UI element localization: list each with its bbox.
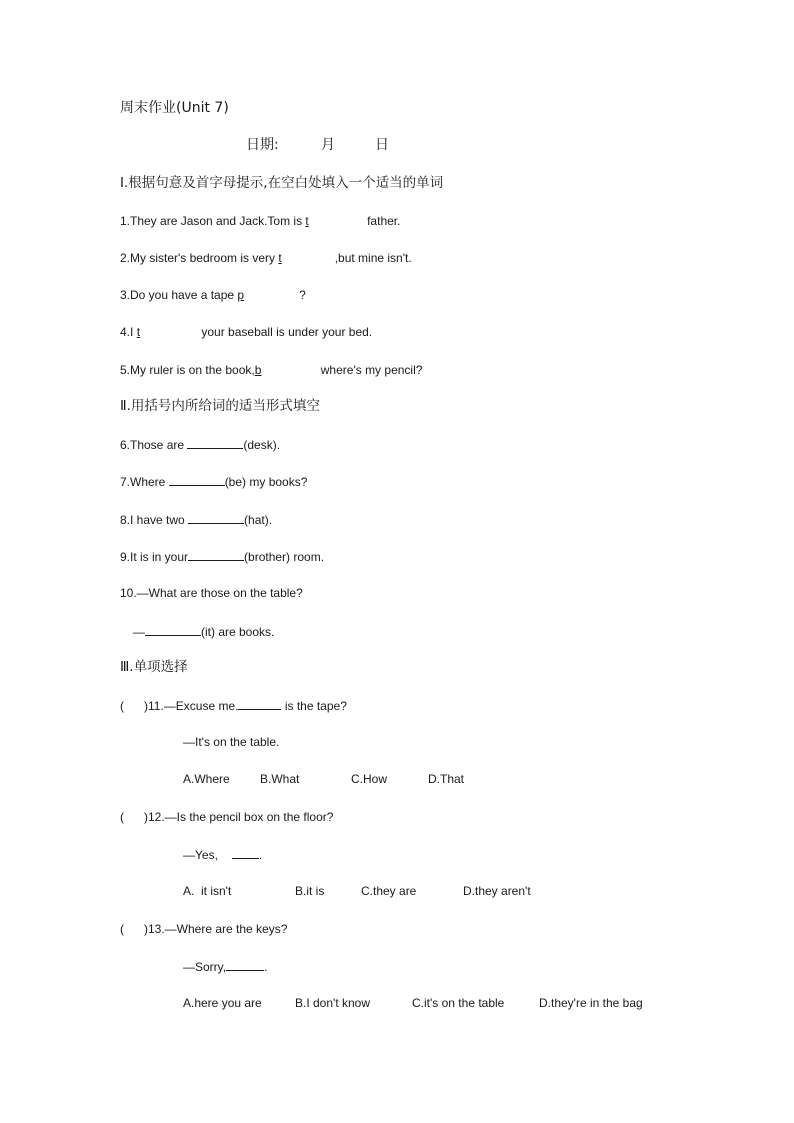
- question-11-blank: [238, 697, 281, 710]
- question-13-option-b[interactable]: B.I don't know: [295, 996, 370, 1010]
- question-11-reply: —It's on the table.: [183, 735, 280, 749]
- question-9: [120, 548, 324, 565]
- question-11-option-b[interactable]: B.What: [260, 772, 300, 786]
- question-10: 10.—What are those on the table?: [120, 586, 303, 600]
- question-4: [120, 324, 372, 340]
- question-6-text: 6.Those are: [120, 438, 188, 452]
- question-12-reply-tail: .: [258, 848, 263, 862]
- question-2-blank[interactable]: [278, 251, 321, 265]
- month-label: 月: [321, 137, 335, 153]
- question-1-hint: t: [305, 214, 309, 228]
- question-11-option-c[interactable]: C.How: [351, 772, 388, 786]
- question-11: [120, 697, 347, 714]
- day-label: 日: [375, 137, 389, 153]
- question-2-hint: t: [278, 251, 282, 265]
- section-1-heading: Ⅰ.根据句意及首字母提示,在空白处填入一个适当的单词: [120, 175, 444, 191]
- question-11-text: )11.—Excuse me.: [144, 699, 239, 713]
- question-7-tail: (be) my books?: [224, 475, 308, 489]
- question-3-tail: ?: [299, 288, 306, 302]
- question-12-text: )12.—Is the pencil box on the floor?: [144, 810, 334, 824]
- question-12-option-d[interactable]: D.they aren't: [463, 884, 531, 898]
- question-11-option-d[interactable]: D.That: [428, 772, 465, 786]
- page-title: 周末作业(Unit 7): [120, 100, 229, 116]
- question-12-reply-text: —Yes,: [183, 848, 218, 862]
- question-2-tail: ,but mine isn't.: [334, 251, 412, 265]
- question-13: [120, 921, 287, 937]
- question-1: [120, 213, 400, 229]
- section-3-heading: Ⅲ.单项选择: [120, 659, 188, 675]
- question-8-blank[interactable]: [188, 511, 244, 524]
- question-11-paren[interactable]: (: [120, 699, 124, 713]
- question-13-option-a[interactable]: A.here you are: [183, 996, 262, 1010]
- question-11-tail: is the tape?: [281, 699, 347, 713]
- question-8-tail: (hat).: [244, 513, 273, 527]
- date-label: 日期:: [246, 137, 279, 153]
- question-10-blank[interactable]: [145, 623, 201, 636]
- question-9-text: 9.It is in your: [120, 550, 189, 564]
- question-2: [120, 250, 412, 266]
- question-6: [120, 436, 280, 453]
- question-5: [120, 362, 422, 378]
- question-12-paren[interactable]: (: [120, 810, 124, 824]
- question-12-reply: [183, 846, 262, 863]
- question-10-reply: [133, 623, 274, 640]
- question-10-dash: —: [133, 625, 145, 639]
- question-1-tail: father.: [363, 214, 401, 228]
- question-13-reply-tail: .: [264, 960, 268, 974]
- question-3: [120, 287, 306, 303]
- question-2-text-visible: 2.My sister's bedroom is very: [120, 251, 279, 265]
- question-1-blank[interactable]: [305, 214, 363, 228]
- question-5-blank[interactable]: [255, 363, 318, 377]
- question-12-blank: [232, 846, 259, 859]
- question-7: [120, 473, 307, 490]
- question-5-hint: b: [254, 363, 262, 377]
- question-6-tail: (desk).: [243, 438, 281, 452]
- question-8: [120, 511, 272, 528]
- question-4-text: 4.I: [120, 325, 137, 339]
- question-13-text: )13.—Where are the keys?: [144, 922, 288, 936]
- question-5-text: 5.My ruler is on the book,: [120, 363, 255, 377]
- question-4-blank[interactable]: [137, 325, 198, 339]
- question-4-hint: t: [136, 325, 141, 339]
- question-12-option-b[interactable]: B.it is: [295, 884, 325, 898]
- question-13-blank: [226, 958, 264, 971]
- question-5-tail: where's my pencil?: [317, 363, 423, 377]
- question-13-reply: [183, 958, 267, 975]
- question-8-text: 8.I have two: [120, 513, 189, 527]
- question-10-tail: (it) are books.: [201, 625, 275, 639]
- question-9-tail: (brother) room.: [244, 550, 325, 564]
- question-12-option-a[interactable]: A. it isn't: [183, 884, 232, 898]
- question-13-paren[interactable]: (: [120, 922, 124, 936]
- question-7-text: 7.Where: [120, 475, 169, 489]
- question-6-blank[interactable]: [187, 436, 243, 449]
- question-9-blank[interactable]: [188, 548, 244, 561]
- question-11-option-a[interactable]: A.Where: [183, 772, 230, 786]
- question-12: [120, 809, 333, 825]
- question-13-option-c[interactable]: C.it's on the table: [412, 996, 505, 1010]
- question-3-blank[interactable]: [237, 288, 299, 302]
- question-4-tail: your baseball is under your bed.: [198, 325, 373, 339]
- question-13-reply-text: —Sorry,: [183, 960, 227, 974]
- question-1-text: 1.They are Jason and Jack.Tom is: [120, 214, 306, 228]
- question-7-blank[interactable]: [169, 473, 225, 486]
- question-13-option-d[interactable]: D.they're in the bag: [539, 996, 643, 1010]
- question-3-text: 3.Do you have a tape: [120, 288, 238, 302]
- question-3-hint: p: [237, 288, 245, 302]
- section-2-heading: Ⅱ.用括号内所给词的适当形式填空: [120, 398, 320, 414]
- question-12-option-c[interactable]: C.they are: [361, 884, 417, 898]
